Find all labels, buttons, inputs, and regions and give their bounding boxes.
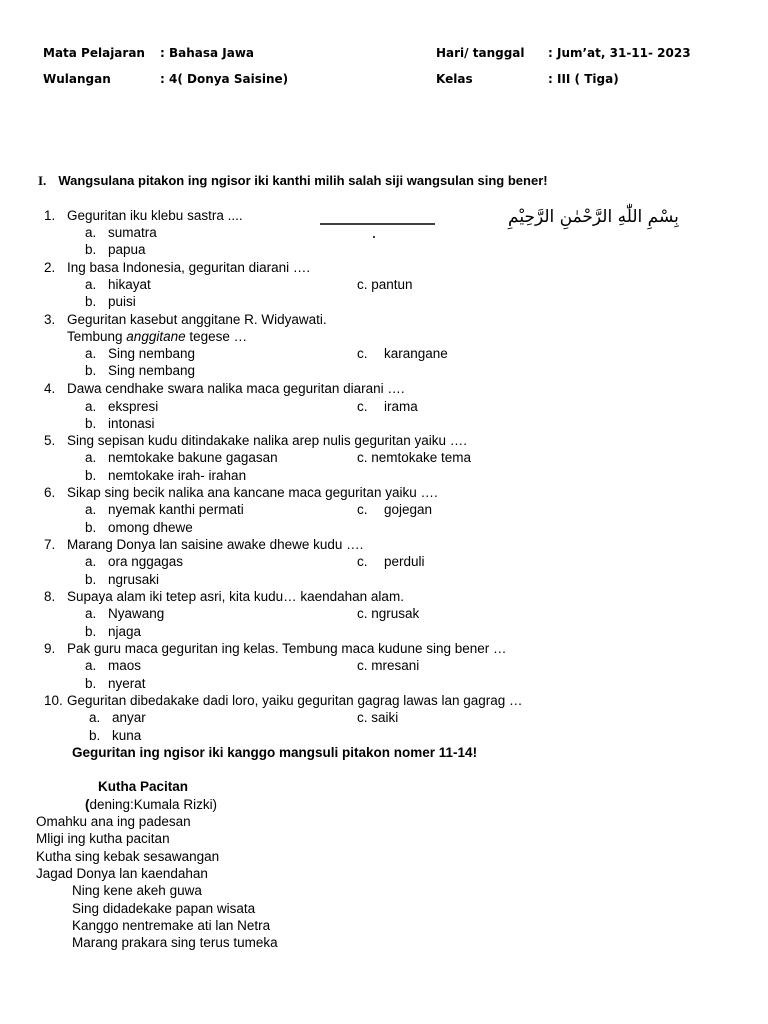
q9-option-a: a. maos: [85, 658, 142, 673]
q1-option-a: a. sumatra: [85, 225, 157, 240]
q8-option-b: b. njaga: [85, 624, 142, 639]
q6-option-a: a. nyemak kanthi permati: [85, 502, 244, 517]
q10-option-b: b. kuna: [89, 728, 142, 743]
q4-option-b: b. intonasi: [85, 416, 155, 431]
poem-line: Kanggo nentremake ati lan Netra: [72, 918, 271, 933]
question-8: 8. Supaya alam iki tetep asri, kita kudu… kaendahan alam.: [44, 589, 404, 604]
basmala-text: بِسْمِ اللّٰهِ الرَّحْمٰنِ الرَّحِيْمِ: [508, 207, 679, 227]
lesson-value: : 4( Donya Saisine): [160, 72, 289, 86]
poem-line: Mligi ing kutha pacitan: [36, 831, 170, 846]
poem-line: Ning kene akeh guwa: [72, 883, 202, 898]
date-label: Hari/ tanggal: [436, 46, 525, 60]
q3-option-c: c. karangane: [357, 346, 448, 361]
poem-title: Kutha Pacitan: [98, 779, 189, 794]
q5-option-c: c. nemtokake tema: [357, 450, 472, 465]
class-label: Kelas: [436, 72, 473, 86]
q3-option-a: a. Sing nembang: [85, 346, 196, 361]
poem-line: Jagad Donya lan kaendahan: [36, 866, 208, 881]
q8-option-a: a. Nyawang: [85, 606, 165, 621]
q7-option-b: b. ngrusaki: [85, 572, 160, 587]
section-instruction: Wangsulana pitakon ing ngisor iki kanthi milih salah siji wangsulan sing bener!: [58, 173, 548, 188]
subject-value: : Bahasa Jawa: [160, 46, 255, 60]
question-7: 7. Marang Donya lan saisine awake dhewe kudu ….: [44, 537, 364, 552]
q7-option-c: c. perduli: [357, 554, 425, 569]
section-number: I.: [38, 173, 47, 188]
q6-option-b: b. omong dhewe: [85, 520, 193, 535]
question-5: 5. Sing sepisan kudu ditindakake nalika arep nulis geguritan yaiku ….: [44, 433, 467, 448]
question-4: 4. Dawa cendhake swara nalika maca geguritan diarani ….: [44, 381, 405, 396]
q1-option-b: b. papua: [85, 242, 146, 257]
q5-option-b: b. nemtokake irah- irahan: [85, 468, 247, 483]
section-heading: [38, 173, 548, 189]
question-3: 3. Geguritan kasebut anggitane R. Widyawati.: [44, 312, 327, 327]
poem-line: Marang prakara sing terus tumeka: [72, 935, 278, 950]
q10-option-c: c. saiki: [357, 710, 399, 725]
poem-line: Kutha sing kebak sesawangan: [36, 849, 220, 864]
question-2: 2. Ing basa Indonesia, geguritan diarani ….: [44, 260, 311, 275]
poem-line: Omahku ana ing padesan: [36, 814, 191, 829]
question-10: 10. Geguritan dibedakake dadi loro, yaiku geguritan gagrag lawas lan gagrag …: [44, 693, 523, 708]
q2-option-b: b. puisi: [85, 294, 136, 309]
passage-instruction: Geguritan ing ngisor iki kanggo mangsuli pitakon nomer 11-14!: [72, 745, 478, 760]
basmala-calligraphy-icon: [250, 200, 679, 240]
q9-option-b: b. nyerat: [85, 676, 146, 691]
q4-option-a: a. ekspresi: [85, 399, 159, 414]
q7-option-a: a. ora nggagas: [85, 554, 184, 569]
q4-option-c: c. irama: [357, 399, 418, 414]
q2-option-c: c. pantun: [357, 277, 413, 292]
question-6: 6. Sikap sing becik nalika ana kancane maca geguritan yaiku ….: [44, 485, 438, 500]
question-3-line-2: Tembung anggitane tegese …: [67, 329, 248, 344]
q3-option-b: b. Sing nembang: [85, 363, 196, 378]
q5-option-a: a. nemtokake bakune gagasan: [85, 450, 278, 465]
class-value: : III ( Tiga): [548, 72, 619, 86]
q6-option-c: c. gojegan: [357, 502, 433, 517]
q9-option-c: c. mresani: [357, 658, 420, 673]
question-1: 1. Geguritan iku klebu sastra ....: [44, 208, 243, 223]
q2-option-a: a. hikayat: [85, 277, 151, 292]
lesson-label: Wulangan: [43, 72, 111, 86]
q10-option-a: a. anyar: [89, 710, 146, 725]
question-9: 9. Pak guru maca geguritan ing kelas. Tembung maca kudune sing bener …: [44, 641, 507, 656]
date-value: : Jum’at, 31-11- 2023: [548, 46, 691, 60]
poem-author: (dening:Kumala Rizki): [85, 797, 218, 812]
q8-option-c: c. ngrusak: [357, 606, 420, 621]
subject-label: Mata Pelajaran: [43, 46, 145, 60]
poem-line: Sing didadekake papan wisata: [72, 901, 256, 916]
